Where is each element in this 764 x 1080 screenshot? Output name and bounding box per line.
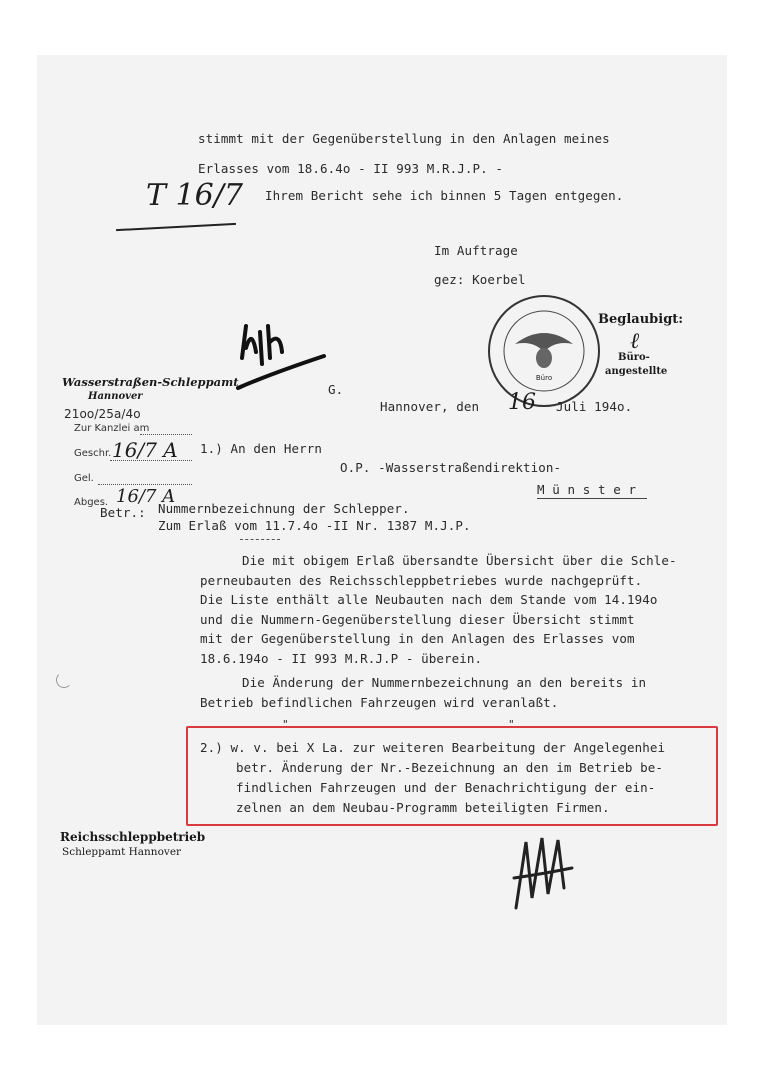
ditto-mark: " [508, 718, 515, 731]
kanzlei-label: Zur Kanzlei am [74, 423, 150, 434]
highlighted-line: zelnen an dem Neubau-Programm beteiligten Firmen. [236, 800, 610, 815]
sender-city: Hannover [88, 391, 143, 402]
svg-text:Büro: Büro [535, 374, 553, 382]
beglaubigt-title: Beglaubigt: [598, 312, 684, 327]
beglaubigt-role: Büro- [618, 352, 650, 363]
addressee-office: O.P. -Wasserstraßendirektion- [340, 460, 562, 475]
beglaubigt-role: angestellte [605, 366, 668, 377]
subject-label: Betr.: [100, 505, 146, 520]
handwritten-signature-icon [230, 318, 330, 396]
dotted-line [110, 460, 192, 461]
punch-hole-mark [56, 672, 72, 688]
geschr-label: Geschr. [74, 448, 112, 459]
body-line: 18.6.194o - II 993 M.R.J.P - überein. [200, 651, 483, 666]
abges-label: Abges. [74, 497, 109, 508]
date-day: 16 [508, 390, 536, 415]
city-underline [537, 498, 647, 499]
body-line: und die Nummern-Gegenüberstellung dieser Übersicht stimmt [200, 612, 635, 627]
handwritten-scribble-icon [508, 828, 578, 918]
place-date-right: Juli 194o. [556, 399, 633, 414]
body-line: mit der Gegenüberstellung in den Anlagen des Erlasses vom [200, 631, 635, 646]
handwritten-initials: ℓ [630, 329, 640, 354]
handwritten-mark: T 16/7 [146, 178, 243, 213]
body-line: Die Änderung der Nummernbezeichnung an den bereits in [242, 675, 647, 690]
body-line: Betrieb befindlichen Fahrzeugen wird veranlaßt. [200, 695, 559, 710]
text-line: stimmt mit der Gegenüberstellung in den Anlagen meines [198, 131, 610, 146]
official-seal-icon [485, 292, 603, 410]
body-line: Die mit obigem Erlaß übersandte Übersicht über die Schle- [242, 553, 677, 568]
signature-text: gez: Koerbel [434, 272, 526, 287]
dotted-line [98, 484, 192, 485]
subject-ref: Zum Erlaß vom 11.7.4o -II Nr. 1387 M.J.P. [158, 518, 471, 533]
body-line: perneubauten des Reichsschleppbetriebes wurde nachgeprüft. [200, 573, 643, 588]
abges-value: 16/7 A [116, 486, 176, 507]
body-line: Die Liste enthält alle Neubauten nach dem Stande vom 14.194o [200, 592, 658, 607]
footer-stamp-line: Reichsschleppbetrieb [60, 830, 206, 844]
geschr-value: 16/7 A [112, 438, 178, 462]
sender-ref: 21oo/25a/4o [64, 407, 141, 421]
auftrage-text: Im Auftrage [434, 243, 518, 258]
highlighted-line: findlichen Fahrzeugen und der Benachrichtigung der ein- [236, 780, 656, 795]
addressee-point: 1.) An den Herrn [200, 441, 323, 456]
text-line: Ihrem Bericht sehe ich binnen 5 Tagen entgegen. [265, 188, 624, 203]
highlighted-line: betr. Änderung der Nr.-Bezeichnung an den im Betrieb be- [236, 760, 664, 775]
addressee-city: M ü n s t e r [537, 482, 637, 497]
ditto-mark: " [282, 718, 289, 731]
dotted-line [140, 434, 192, 435]
gel-label: Gel. [74, 473, 94, 484]
highlighted-line: 2.) w. v. bei X La. zur weiteren Bearbeitung der Angelegenhei [200, 740, 666, 755]
text-line: Erlasses vom 18.6.4o - II 993 M.R.J.P. - [198, 161, 504, 176]
place-date-left: Hannover, den [380, 399, 480, 414]
marker-text: G. [328, 382, 344, 397]
footer-stamp-line: Schleppamt Hannover [62, 846, 182, 858]
divider [240, 539, 280, 540]
subject-text: Nummernbezeichnung der Schlepper. [158, 501, 410, 516]
sender-office: Wasserstraßen-Schleppamt [62, 375, 239, 389]
